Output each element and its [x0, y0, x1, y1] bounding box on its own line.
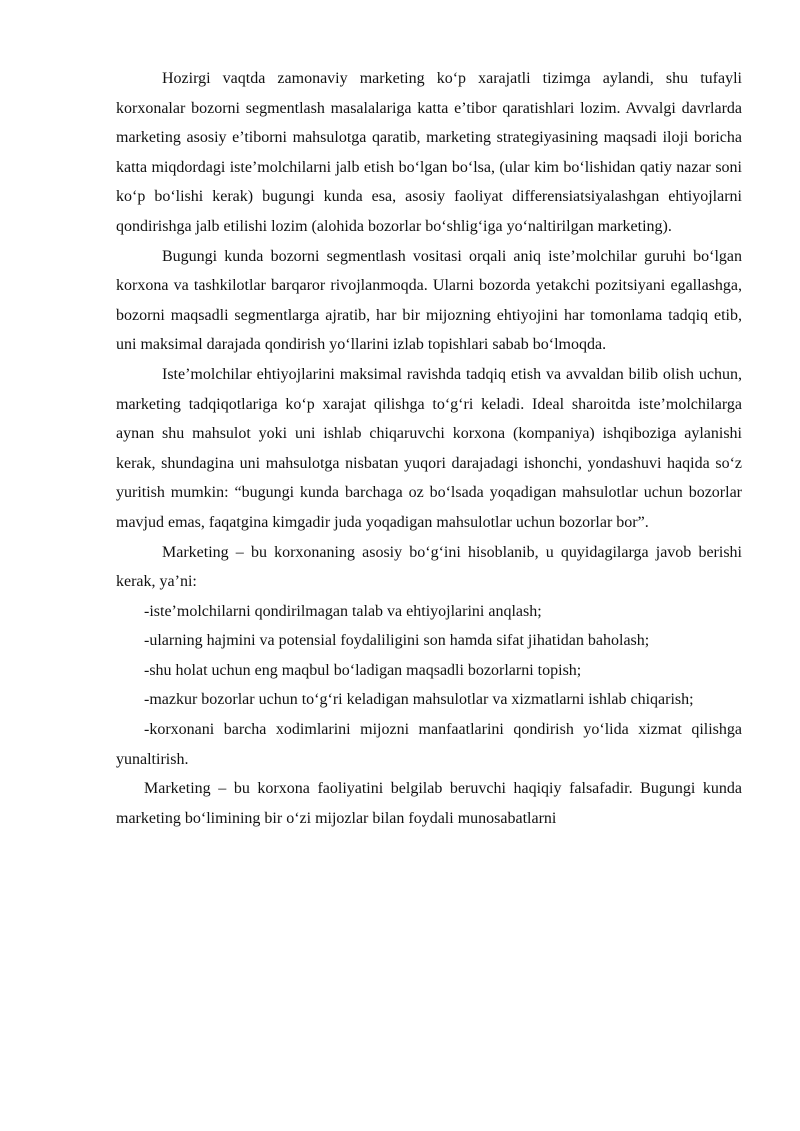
paragraph-marketing-definition: Marketing – bu korxonaning asosiy bo‘g‘ini hisoblanib, u quyidagilarga javob berishi kerak, ya’ni:: [116, 543, 742, 591]
paragraph-segmentation: Bugungi kunda bozorni segmentlash vositasi orqali aniq iste’molchilar guruhi bo‘lgan korxona va tashkilotlar barqaror rivojlanmoqda. Ularni bozorda yetakchi pozitsiyani egallashga, bozorni maqsadli segmentlarga ajratib, har bir mijozning ehtiyojini har tomonlama tadqiq etib, uni maksimal darajada qondirish yo‘llarini izlab topishlari sabab bo‘lmoqda.: [116, 247, 742, 354]
list-item: -korxonani barcha xodimlarini mijozni manfaatlarini qondirish yo‘lida xizmat qilishga yunaltirish.: [116, 721, 742, 768]
list-item: -iste’molchilarni qondirilmagan talab va ehtiyojlarini anqlash;: [144, 602, 542, 620]
list-item: -shu holat uchun eng maqbul bo‘ladigan maqsadli bozorlarni topish;: [144, 661, 582, 679]
paragraph-intro: Hozirgi vaqtda zamonaviy marketing ko‘p xarajatli tizimga aylandi, shu tufayli korxonalar bozorni segmentlash masalalariga katta e’tibor qaratishlari lozim. Avvalgi davrlarda marketing asosiy e’tiborni mahsulotga qaratib, marketing strategiyasining maqsadi iloji boricha katta miqdordagi iste’molchilarni jalb etish bo‘lgan bo‘lsa, (ular kim bo‘lishidan qatiy nazar soni ko‘p bo‘lishi kerak) bugungi kunda esa, asosiy faoliyat differensiatsiyalashgan ehtiyojlarni qondirishga jalb etilishi lozim (alohida bozorlar bo‘shlig‘iga yo‘naltirilgan marketing).: [116, 70, 742, 235]
list-item: -mazkur bozorlar uchun to‘g‘ri keladigan mahsulotlar va xizmatlarni ishlab chiqarish;: [144, 691, 694, 709]
list-item: -ularning hajmini va potensial foydaliligini son hamda sifat jihatidan baholash;: [144, 632, 650, 650]
document-page: [116, 64, 742, 833]
paragraph-philosophy: Marketing – bu korxona faoliyatini belgilab beruvchi haqiqiy falsafadir. Bugungi kunda marketing bo‘limining bir o‘zi mijozlar bilan foydali munosabatlarni: [116, 780, 742, 827]
paragraph-consumer-needs: Iste’molchilar ehtiyojlarini maksimal ravishda tadqiq etish va avvaldan bilib olish uchun, marketing tadqiqotlariga ko‘p xarajat qilishga to‘g‘ri keladi. Ideal sharoitda iste’molchilarga aynan shu mahsulot yoki uni ishlab chiqaruvchi korxona (kompaniya) ishqiboziga aylanishi kerak, shundagina uni mahsulotga nisbatan yuqori darajadagi ishonchi, yondashuvi haqida so‘z yuritish mumkin: “bugungi kunda barchaga oz bo‘lsada yoqadigan mahsulotlar uchun bozorlar mavjud emas, faqatgina kimgadir juda yoqadigan mahsulotlar uchun bozorlar bor”.: [116, 365, 742, 531]
